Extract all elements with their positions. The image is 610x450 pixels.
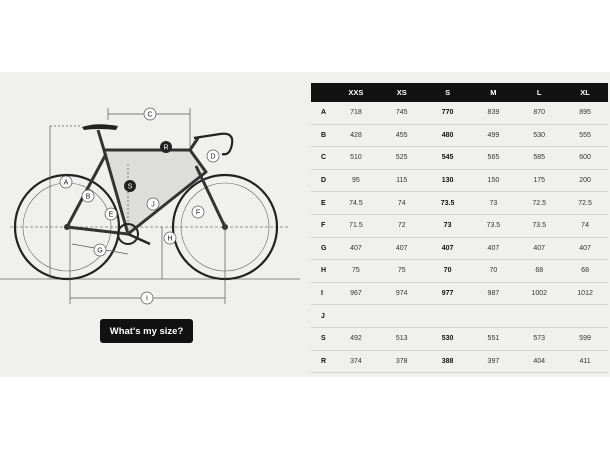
table-row [311,147,608,170]
whats-my-size-button[interactable]: What's my size? [100,319,193,343]
table-cell: 545 [425,147,471,170]
label-r [160,141,172,153]
table-cell [470,305,516,328]
table-cell: 987 [470,282,516,305]
table-cell: 73.5 [425,192,471,215]
table-cell: 374 [333,350,379,373]
table-cell: 455 [379,124,425,147]
table-cell: 480 [425,124,471,147]
table-row [311,305,608,328]
header-blank [311,83,333,102]
table-cell: 967 [333,282,379,305]
table-cell: 150 [470,169,516,192]
table-row [311,169,608,192]
label-b-text: B [85,193,91,201]
header-size-xs: XS [379,83,425,102]
table-cell: 428 [333,124,379,147]
table-cell: 555 [562,124,608,147]
table-cell: 388 [425,350,471,373]
table-row [311,237,608,260]
table-cell: 1012 [562,282,608,305]
table-row [311,102,608,124]
geometry-panel [0,72,610,377]
label-f-text: F [195,209,201,217]
row-label: R [311,350,333,373]
table-cell: 73.5 [470,214,516,237]
label-r-text: R [163,144,169,152]
table-cell: 71.5 [333,214,379,237]
table-cell: 974 [379,282,425,305]
table-cell: 530 [516,124,562,147]
label-c [144,108,156,120]
row-label: H [311,260,333,283]
header-size-m: M [470,83,516,102]
table-cell: 74 [562,214,608,237]
table-header-row [311,83,608,102]
geometry-table-body [311,102,608,373]
table-cell: 68 [562,260,608,283]
label-h-text: H [167,235,173,243]
table-cell [425,305,471,328]
label-f [192,206,204,218]
label-h [164,232,176,244]
label-d-text: D [210,153,216,161]
table-cell [379,305,425,328]
label-g-text: G [97,247,103,255]
table-cell: 573 [516,327,562,350]
bike-frame [67,130,225,234]
label-g [94,244,106,256]
table-cell: 599 [562,327,608,350]
table-cell: 407 [425,237,471,260]
label-e [105,208,117,220]
table-cell: 200 [562,169,608,192]
table-row [311,214,608,237]
label-i-text: I [146,295,148,303]
table-cell: 75 [333,260,379,283]
label-j [147,198,159,210]
row-label: F [311,214,333,237]
table-cell: 718 [333,102,379,124]
table-row [311,260,608,283]
table-row [311,192,608,215]
table-cell: 745 [379,102,425,124]
table-cell: 70 [470,260,516,283]
table-row [311,327,608,350]
row-label: J [311,305,333,328]
table-row [311,350,608,373]
table-cell [516,305,562,328]
table-cell: 130 [425,169,471,192]
table-cell: 551 [470,327,516,350]
table-cell: 407 [516,237,562,260]
table-cell: 73 [470,192,516,215]
table-cell: 600 [562,147,608,170]
table-cell: 378 [379,350,425,373]
table-cell: 72.5 [562,192,608,215]
table-cell: 404 [516,350,562,373]
table-cell: 895 [562,102,608,124]
table-cell: 492 [333,327,379,350]
row-label: D [311,169,333,192]
row-label: B [311,124,333,147]
table-cell: 525 [379,147,425,170]
table-cell: 407 [562,237,608,260]
label-e-text: E [108,211,114,219]
table-cell: 1002 [516,282,562,305]
row-label: S [311,327,333,350]
table-cell: 839 [470,102,516,124]
table-row [311,124,608,147]
row-label: A [311,102,333,124]
table-cell: 175 [516,169,562,192]
table-cell: 510 [333,147,379,170]
table-cell: 70 [425,260,471,283]
label-i [141,292,153,304]
header-size-s: S [425,83,471,102]
table-cell: 68 [516,260,562,283]
label-s-text: S [127,183,133,191]
label-s [124,180,136,192]
table-cell: 499 [470,124,516,147]
table-cell: 72 [379,214,425,237]
table-cell: 407 [333,237,379,260]
table-cell: 72.5 [516,192,562,215]
row-label: G [311,237,333,260]
table-cell: 397 [470,350,516,373]
table-cell: 585 [516,147,562,170]
table-cell: 95 [333,169,379,192]
table-cell: 977 [425,282,471,305]
table-cell: 407 [470,237,516,260]
table-cell: 407 [379,237,425,260]
table-cell: 74.5 [333,192,379,215]
table-cell: 115 [379,169,425,192]
label-d [207,150,219,162]
table-cell: 530 [425,327,471,350]
geometry-table [311,83,608,373]
table-cell: 74 [379,192,425,215]
label-a-text: A [63,179,69,187]
table-cell: 75 [379,260,425,283]
table-cell: 770 [425,102,471,124]
label-c-text: C [147,111,153,119]
row-label: I [311,282,333,305]
table-cell: 73.5 [516,214,562,237]
row-label: E [311,192,333,215]
label-a [60,176,72,188]
header-size-l: L [516,83,562,102]
saddle [82,124,118,130]
table-cell [333,305,379,328]
header-size-xl: XL [562,83,608,102]
table-row [311,282,608,305]
label-b [82,190,94,202]
table-cell [562,305,608,328]
row-label: C [311,147,333,170]
table-cell: 411 [562,350,608,373]
header-size-xxs: XXS [333,83,379,102]
label-j-text: J [151,201,155,209]
table-cell: 73 [425,214,471,237]
table-cell: 513 [379,327,425,350]
table-cell: 870 [516,102,562,124]
table-cell: 565 [470,147,516,170]
